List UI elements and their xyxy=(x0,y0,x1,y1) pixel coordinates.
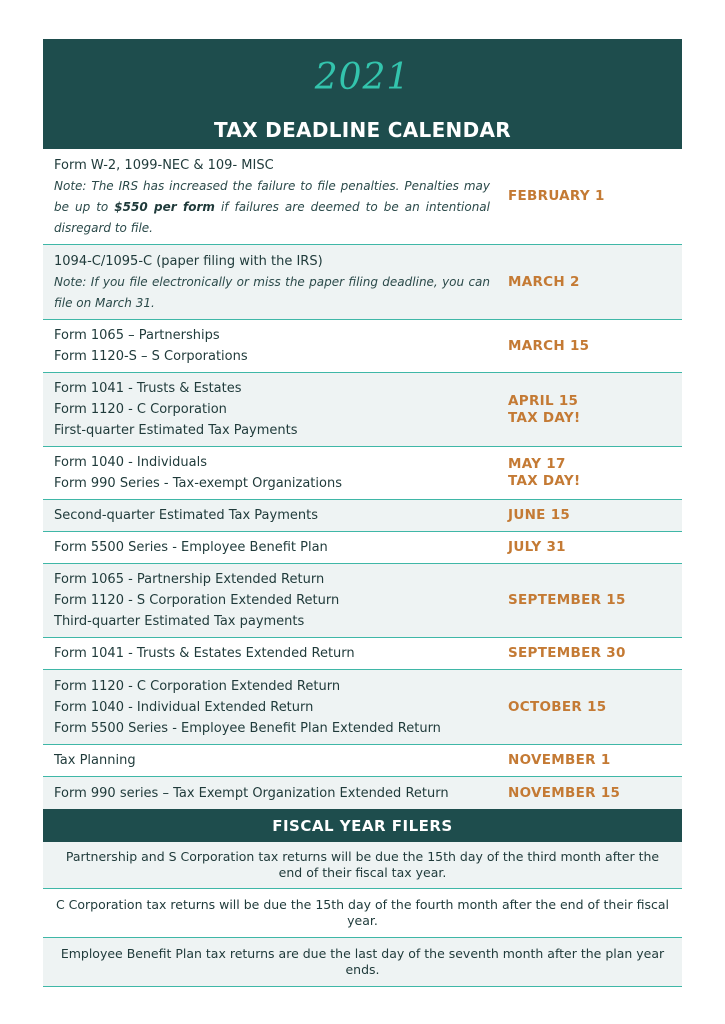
row-note: Note: If you file electronically or miss the paper filing deadline, you can file on March 31. xyxy=(54,274,490,310)
deadline-date: NOVEMBER 1 xyxy=(508,752,611,768)
deadline-row xyxy=(43,500,682,532)
fiscal-note: C Corporation tax returns will be due the 15th day of the fourth month after the end of their fiscal year. xyxy=(43,889,682,938)
deadline-row xyxy=(43,670,682,745)
form-line: Form 1120-S – S Corporations xyxy=(54,349,248,364)
deadline-date: MARCH 15 xyxy=(508,337,590,354)
deadline-row xyxy=(43,777,682,809)
form-line: Form 1041 - Trusts & Estates Extended Return xyxy=(54,646,355,661)
fiscal-note: Partnership and S Corporation tax returns will be due the 15th day of the third month after the end of their fiscal tax year. xyxy=(43,842,682,889)
form-line: Form 990 Series - Tax-exempt Organizations xyxy=(54,476,342,491)
row-note: Note: The IRS has increased the failure to file penalties. Penalties may be up to $550 per form if failures are deemed to be an intentional disregard to file. xyxy=(54,178,490,235)
form-line: 1094-C/1095-C (paper filing with the IRS) xyxy=(54,253,323,269)
fiscal-note: Employee Benefit Plan tax returns are due the last day of the seventh month after the plan year ends. xyxy=(43,938,682,987)
form-line: Form 1065 – Partnerships xyxy=(54,328,220,343)
deadline-date: JUNE 15 xyxy=(508,507,571,523)
tax-day-label: TAX DAY! xyxy=(508,409,581,426)
deadline-date: MAY 17 TAX DAY! xyxy=(498,456,682,490)
form-line: Form 990 series – Tax Exempt Organization Extended Return xyxy=(54,785,449,801)
deadline-row xyxy=(43,564,682,638)
deadline-date: SEPTEMBER 15 xyxy=(508,592,626,608)
deadline-row xyxy=(43,149,682,245)
form-line: Form 1040 - Individuals xyxy=(54,455,208,470)
form-line: Second-quarter Estimated Tax Payments xyxy=(54,508,318,523)
deadline-date: APRIL 15 TAX DAY! xyxy=(498,393,682,427)
form-line: Form 1041 - Trusts & Estates xyxy=(54,381,242,396)
deadline-row xyxy=(43,638,682,670)
calendar-header xyxy=(43,39,682,149)
deadline-date: FEBRUARY 1 xyxy=(508,188,605,204)
deadline-date: JULY 31 xyxy=(508,539,566,555)
form-line: First-quarter Estimated Tax Payments xyxy=(54,423,298,438)
form-line: Form 5500 Series - Employee Benefit Plan Extended Return xyxy=(54,720,441,736)
year-title: 2021 xyxy=(314,57,411,98)
deadline-date: SEPTEMBER 30 xyxy=(508,645,626,661)
deadline-date: OCTOBER 15 xyxy=(508,698,607,715)
form-line: Form 1040 - Individual Extended Return xyxy=(54,699,314,715)
form-line: Form 1120 - C Corporation Extended Return xyxy=(54,678,341,694)
form-line: Form 5500 Series - Employee Benefit Plan xyxy=(54,540,328,555)
deadline-row xyxy=(43,245,682,320)
form-line: Form W-2, 1099-NEC & 109- MISC xyxy=(54,157,274,173)
deadline-row xyxy=(43,532,682,564)
tax-calendar-sheet xyxy=(43,39,682,987)
form-line: Form 1120 - C Corporation xyxy=(54,402,227,417)
deadline-date: NOVEMBER 15 xyxy=(508,784,621,801)
fiscal-year-header: FISCAL YEAR FILERS xyxy=(43,809,682,842)
deadline-row xyxy=(43,745,682,777)
deadline-row xyxy=(43,447,682,500)
page-title: TAX DEADLINE CALENDAR xyxy=(214,118,511,142)
note-emphasis: $550 per form xyxy=(114,199,215,214)
form-line: Form 1065 - Partnership Extended Return xyxy=(54,572,325,587)
deadline-date: MARCH 2 xyxy=(508,273,580,290)
form-line: Third-quarter Estimated Tax payments xyxy=(54,614,305,629)
deadline-row xyxy=(43,373,682,447)
tax-day-label: TAX DAY! xyxy=(508,473,581,489)
deadline-row xyxy=(43,320,682,373)
form-line: Form 1120 - S Corporation Extended Return xyxy=(54,593,340,608)
form-line: Tax Planning xyxy=(54,753,136,768)
